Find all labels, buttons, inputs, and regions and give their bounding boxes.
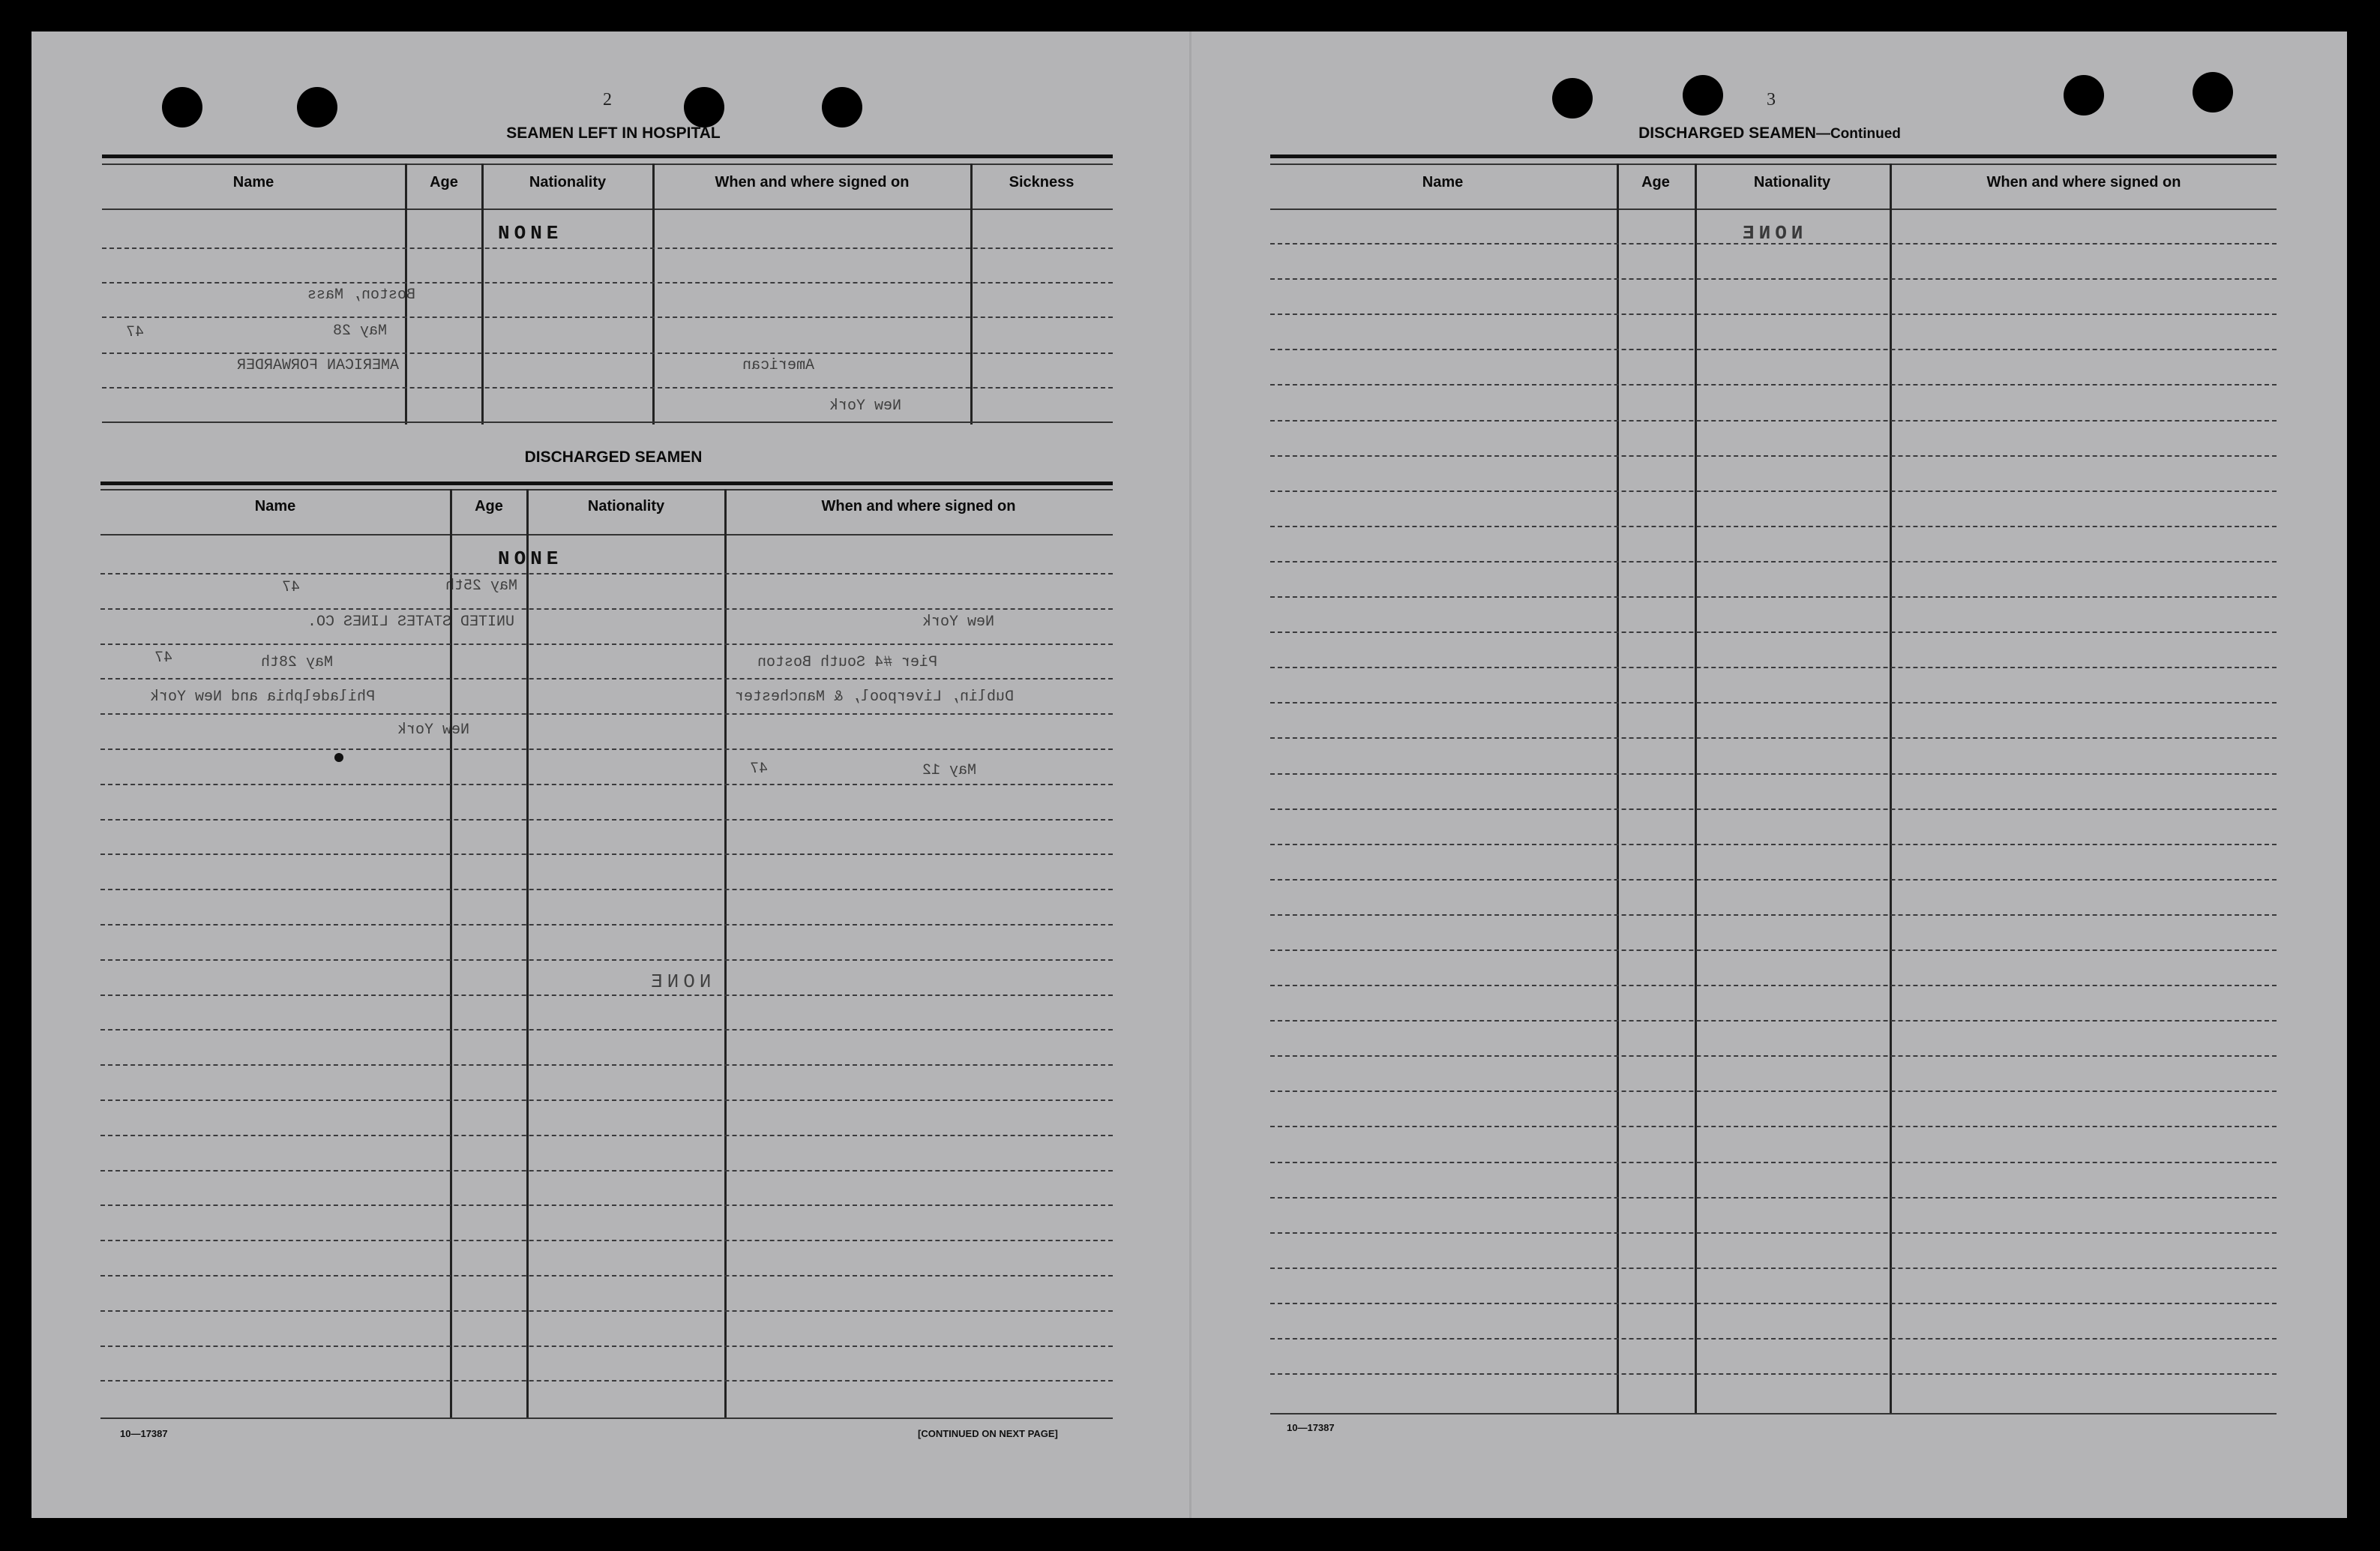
- punch-hole: [1683, 75, 1723, 116]
- column-divider: [481, 164, 484, 424]
- ruled-line: [102, 352, 1113, 354]
- column-divider: [1695, 164, 1697, 1414]
- ruled-line: [1270, 879, 2277, 880]
- page-number: 3: [1767, 90, 1776, 110]
- ruled-line: [1270, 490, 2277, 492]
- title-main: DISCHARGED SEAMEN: [1638, 124, 1816, 142]
- ruled-line: [1270, 1020, 2277, 1022]
- ruled-line: [100, 1064, 1113, 1066]
- ruled-line: [100, 1346, 1113, 1347]
- punch-hole: [297, 87, 337, 128]
- ruled-line: [1270, 1055, 2277, 1057]
- bleed-through-text: American: [742, 357, 815, 374]
- section-bottom-rule: [100, 1418, 1113, 1419]
- ruled-line: [1270, 596, 2277, 598]
- column-header-signed-on: When and where signed on: [715, 174, 910, 190]
- column-header-nationality: Nationality: [529, 174, 607, 190]
- punch-hole: [822, 87, 862, 128]
- form-number: 10—17387: [1287, 1422, 1335, 1433]
- bleed-through-text: May 28th: [261, 654, 334, 671]
- continued-note: [CONTINUED ON NEXT PAGE]: [918, 1428, 1058, 1439]
- ruled-line: [1270, 1126, 2277, 1127]
- ruled-line: [1270, 702, 2277, 704]
- ruled-line: [100, 644, 1113, 645]
- ruled-line: [100, 784, 1113, 785]
- column-header-signed-on: When and where signed on: [821, 498, 1016, 514]
- ruled-line: [1270, 632, 2277, 633]
- column-divider: [652, 164, 655, 424]
- bleed-through-text: Philadelphia and New York: [150, 688, 376, 706]
- bleed-through-text: Pier #4 South Boston: [757, 654, 938, 671]
- ruled-line: [100, 1380, 1113, 1382]
- discharged-section-title: DISCHARGED SEAMEN: [524, 448, 703, 466]
- form-number: 10—17387: [120, 1428, 168, 1439]
- bleed-through-text: 47: [282, 579, 301, 596]
- bleed-through-text: May 25th: [445, 578, 518, 595]
- hospital-section-title: SEAMEN LEFT IN HOSPITAL: [506, 124, 721, 142]
- section-rule: [102, 154, 1113, 158]
- ruled-line: [1270, 667, 2277, 668]
- column-header-age: Age: [1641, 174, 1670, 190]
- ruled-line: [100, 1135, 1113, 1136]
- ruled-line: [100, 994, 1113, 996]
- bleed-through-text: May 12: [922, 762, 977, 779]
- ruled-line: [100, 1170, 1113, 1172]
- ruled-line: [100, 1100, 1113, 1101]
- ruled-line: [1270, 1197, 2277, 1198]
- discharged-continued-title: [1470, 124, 2070, 142]
- column-header-nationality: Nationality: [1753, 174, 1831, 190]
- ruled-line: [100, 748, 1113, 750]
- ruled-line: [1270, 1373, 2277, 1375]
- ruled-line: [102, 248, 1113, 249]
- bleed-through-text: 47: [154, 650, 173, 667]
- ruled-line: [1270, 455, 2277, 457]
- ruled-line: [100, 678, 1113, 680]
- column-header-nationality: Nationality: [587, 498, 665, 514]
- section-rule: [1270, 154, 2277, 158]
- ruled-line: [102, 282, 1113, 284]
- page-number: 2: [603, 90, 612, 110]
- ruled-line: [1270, 349, 2277, 350]
- column-header-name: Name: [232, 174, 274, 190]
- ruled-line: [1270, 737, 2277, 739]
- page-fold: [1189, 32, 1191, 1518]
- header-underline: [1270, 208, 2277, 210]
- ruled-line: [1270, 384, 2277, 386]
- column-header-name: Name: [254, 498, 296, 514]
- ruled-line: [100, 608, 1113, 610]
- column-header-age: Age: [475, 498, 503, 514]
- bleed-through-text: AMERICAN FORWARDER: [237, 357, 400, 374]
- ruled-line: [100, 854, 1113, 855]
- bleed-through-text: 47: [750, 760, 769, 778]
- ruled-line: [1270, 420, 2277, 422]
- header-underline: [102, 208, 1113, 210]
- column-header-signed-on: When and where signed on: [1986, 174, 2181, 190]
- column-divider: [724, 489, 727, 1419]
- section-rule: [100, 482, 1113, 485]
- title-continued: —Continued: [1815, 126, 1901, 142]
- bleed-through-text: UNITED STATES LINES CO.: [307, 614, 515, 631]
- bleed-through-text: Dublin, Liverpool, & Manchester: [735, 688, 1015, 706]
- bleed-through-text: New York: [829, 398, 902, 415]
- none-stamp: NONE: [646, 970, 712, 993]
- header-rule: [1270, 164, 2277, 165]
- section-bottom-rule: [102, 422, 1113, 423]
- ruled-line: [1270, 1303, 2277, 1304]
- bleed-through-text: Boston, Mass: [307, 286, 416, 304]
- ink-spot: [334, 753, 343, 762]
- ruled-line: [1270, 1268, 2277, 1269]
- none-stamp: NONE: [1738, 222, 1803, 244]
- header-rule: [102, 164, 1113, 165]
- ruled-line: [100, 573, 1113, 574]
- ruled-line: [1270, 278, 2277, 280]
- bleed-through-text: New York: [922, 614, 995, 631]
- punch-hole: [2064, 75, 2104, 116]
- ruled-line: [102, 316, 1113, 318]
- column-divider: [1890, 164, 1892, 1414]
- ruled-line: [100, 819, 1113, 820]
- ruled-line: [1270, 1162, 2277, 1163]
- bleed-through-text: New York: [397, 722, 470, 739]
- none-stamp: NONE: [498, 548, 563, 570]
- punch-hole: [162, 87, 202, 128]
- bleed-through-text: 47: [126, 324, 145, 341]
- ruled-line: [1270, 773, 2277, 775]
- header-rule: [100, 489, 1113, 490]
- ruled-line: [100, 1240, 1113, 1241]
- ruled-line: [1270, 950, 2277, 951]
- ruled-line: [100, 889, 1113, 890]
- ruled-line: [100, 1029, 1113, 1030]
- ruled-line: [1270, 985, 2277, 986]
- punch-hole: [1552, 78, 1593, 118]
- column-header-age: Age: [430, 174, 458, 190]
- ruled-line: [1270, 914, 2277, 916]
- ruled-line: [1270, 1090, 2277, 1092]
- ruled-line: [100, 713, 1113, 715]
- bleed-through-text: May 28: [333, 322, 388, 340]
- none-stamp: NONE: [498, 222, 563, 244]
- column-divider: [970, 164, 973, 424]
- ruled-line: [102, 387, 1113, 388]
- ruled-line: [1270, 561, 2277, 562]
- ruled-line: [1270, 844, 2277, 845]
- ruled-line: [100, 1204, 1113, 1206]
- ruled-line: [1270, 526, 2277, 527]
- ruled-line: [100, 959, 1113, 961]
- column-header-name: Name: [1422, 174, 1464, 190]
- punch-hole: [2193, 72, 2233, 112]
- ruled-line: [100, 1310, 1113, 1312]
- ruled-line: [100, 924, 1113, 926]
- ruled-line: [1270, 808, 2277, 810]
- section-bottom-rule: [1270, 1413, 2277, 1414]
- punch-hole: [684, 87, 724, 128]
- header-underline: [100, 534, 1113, 536]
- ruled-line: [1270, 1338, 2277, 1340]
- column-divider: [526, 489, 529, 1419]
- ruled-line: [1270, 1232, 2277, 1234]
- column-divider: [1617, 164, 1619, 1414]
- column-header-sickness: Sickness: [1009, 174, 1075, 190]
- ruled-line: [1270, 314, 2277, 315]
- ruled-line: [100, 1275, 1113, 1276]
